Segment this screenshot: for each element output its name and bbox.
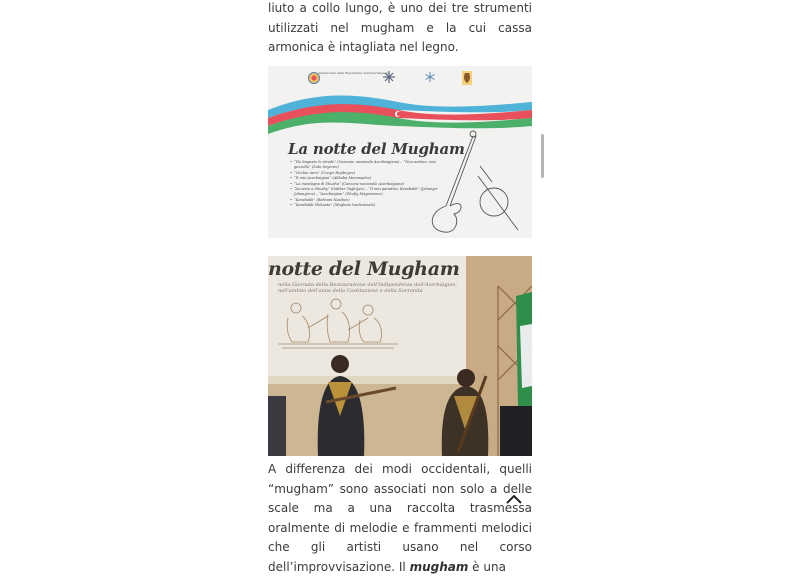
program-item: • “Ho bagnato le strade” (Canzone nazionale Azerbaigiana) – “Non andare, mia gazzella” (Zulu Seyerov) [290,160,446,171]
program-list [290,160,446,209]
concert-photo-image[interactable] [268,256,532,456]
emphasis: mugham [409,559,469,574]
screen-title: notte del Mugham [268,258,460,280]
embassy-emblem-icon [308,72,320,84]
poster-title: La notte del Mugham [288,140,465,158]
ornament-logo-icon [382,70,396,84]
program-item: • “La montagna di Shusha” (Canzone nazionale Azerbaigiana) [290,182,446,187]
program-item: • “Karabakh” (Bahram Nasibov) [290,198,446,203]
screen-subtitle: nella Giornata della Restaurazione dell'Indipendenza dell'Azerbaigian, nell'ambito dell'anno della Costituzione e della Sovranità [278,282,457,294]
program-item: • “Occhio nero” (Uzeyir Hajibeyov) [290,171,446,176]
concert-poster-image[interactable] [268,66,532,238]
program-item: • “Karabakh Shikastu” (Mugham tradizionale) [290,203,446,208]
article-paragraph: liuto a collo lungo, è uno dei tre strumenti utilizzati nel mugham e la cui cassa armonica è intagliata nel legno. [268,1,532,54]
program-item: • “Accanto a Shushy” (Gabber Taghiyev) – “Il mio paradiso, Karabakh” (Jahangir Jahangirov) – “Azerbaigian” (Shafiq Mageramov) [290,187,446,198]
embassy-logo: Ambasciata della Repubblica dell'Azerbaigian [308,72,398,75]
article [268,0,532,574]
chevron-up-icon [506,494,522,504]
scrollbar[interactable] [541,134,544,178]
article-paragraph: A differenza dei modi occidentali, quelli “mugham” sono associati non solo a delle scale ma a una raccolta trasmessa oralmente di melodie e frammenti melodici che gli artisti usano nel corso dell’improvvisazione. Il mugham è una [268,462,532,574]
scroll-to-top-button[interactable] [504,492,524,506]
instrument-logo-icon [460,69,474,87]
program-item: • “Il mio Azerbaigian” (Alibaba Mammadov) [290,176,446,181]
snowflake-logo-icon [424,71,436,83]
